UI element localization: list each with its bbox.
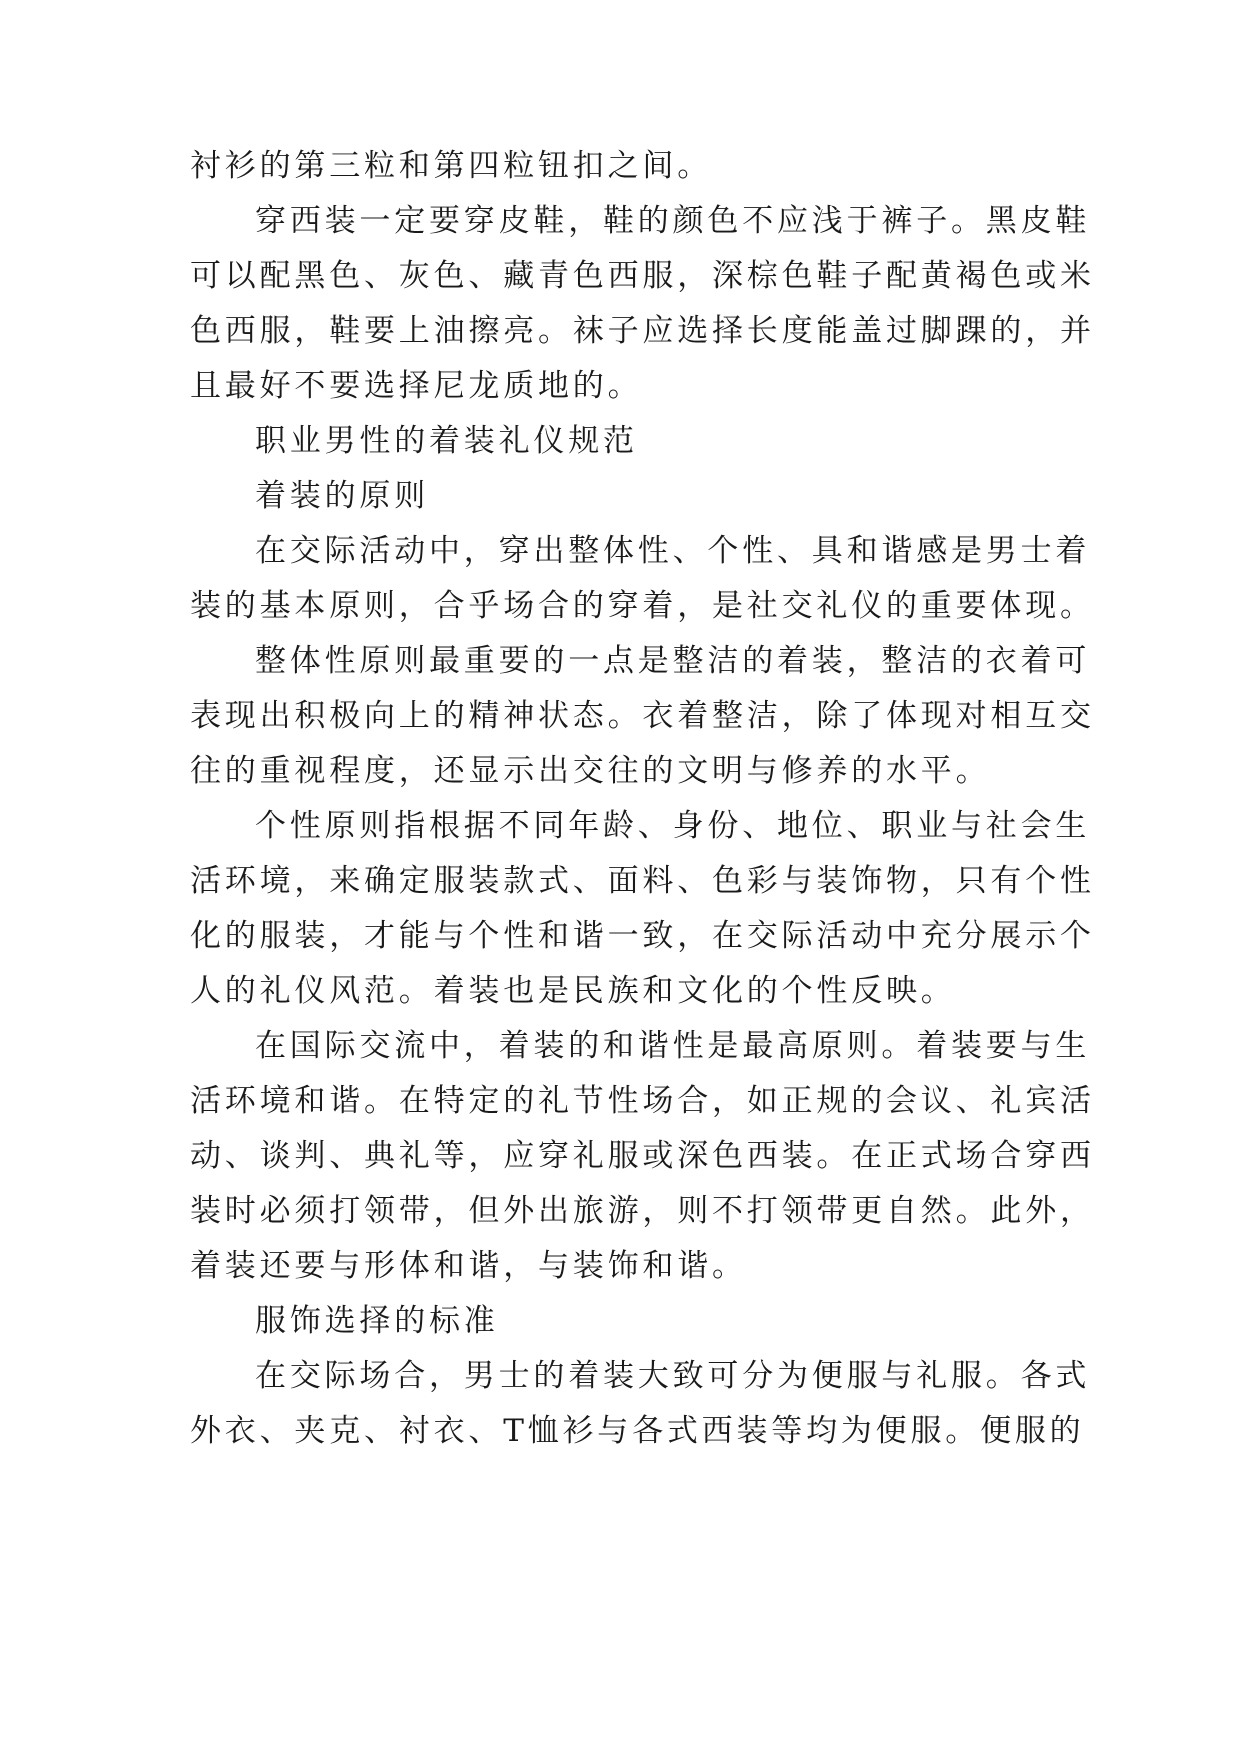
text-line: 着装还要与形体和谐，与装饰和谐。 <box>190 1248 747 1284</box>
text-line: 且最好不要选择尼龙质地的。 <box>190 368 643 404</box>
text-line: 衬衫的第三粒和第四粒钮扣之间。 <box>190 148 712 184</box>
subsection-heading: 服饰选择的标准 <box>255 1303 499 1339</box>
paragraph-first-line: 整体性原则最重要的一点是整洁的着装，整洁的衣着可 <box>255 643 1091 679</box>
paragraph-first-line: 穿西装一定要穿皮鞋，鞋的颜色不应浅于裤子。黑皮鞋 <box>255 203 1091 239</box>
subsection-heading: 着装的原则 <box>255 478 429 514</box>
text-line: 表现出积极向上的精神状态。衣着整洁，除了体现对相互交 <box>190 698 1095 734</box>
text-line: 装时必须打领带，但外出旅游，则不打领带更自然。此外， <box>190 1193 1095 1229</box>
text-line: 动、谈判、典礼等，应穿礼服或深色西装。在正式场合穿西 <box>190 1138 1095 1174</box>
text-line: 活环境和谐。在特定的礼节性场合，如正规的会议、礼宾活 <box>190 1083 1095 1119</box>
paragraph-first-line: 在国际交流中，着装的和谐性是最高原则。着装要与生 <box>255 1028 1091 1064</box>
text-line: 色西服，鞋要上油擦亮。袜子应选择长度能盖过脚踝的，并 <box>190 313 1095 349</box>
section-heading: 职业男性的着装礼仪规范 <box>255 423 638 459</box>
paragraph-first-line: 在交际活动中，穿出整体性、个性、具和谐感是男士着 <box>255 533 1091 569</box>
text-line: 装的基本原则，合乎场合的穿着，是社交礼仪的重要体现。 <box>190 588 1095 624</box>
text-line: 人的礼仪风范。着装也是民族和文化的个性反映。 <box>190 973 956 1009</box>
text-line: 可以配黑色、灰色、藏青色西服，深棕色鞋子配黄褐色或米 <box>190 258 1095 294</box>
paragraph-first-line: 在交际场合，男士的着装大致可分为便服与礼服。各式 <box>255 1358 1091 1394</box>
paragraph-first-line: 个性原则指根据不同年龄、身份、地位、职业与社会生 <box>255 808 1091 844</box>
text-line: 活环境，来确定服装款式、面料、色彩与装饰物，只有个性 <box>190 863 1095 899</box>
text-line: 往的重视程度，还显示出交往的文明与修养的水平。 <box>190 753 991 789</box>
text-line: 外衣、夹克、衬衣、T恤衫与各式西装等均为便服。便服的 <box>190 1413 1085 1449</box>
text-line: 化的服装，才能与个性和谐一致，在交际活动中充分展示个 <box>190 918 1095 954</box>
